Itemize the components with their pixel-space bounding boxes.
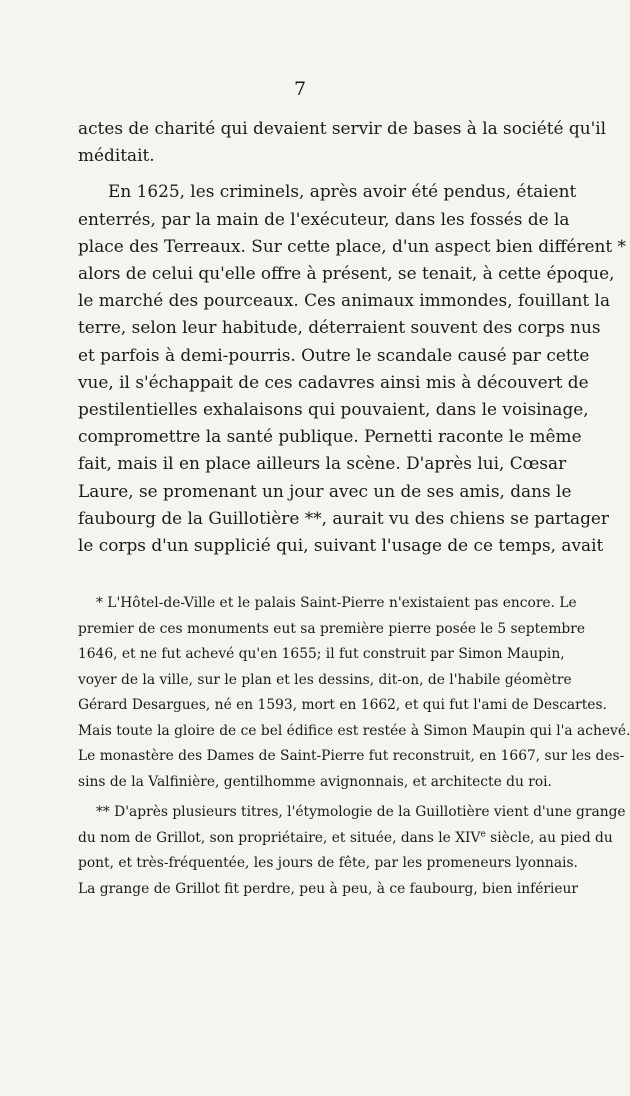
footnote-line [78,826,613,852]
text-line: alors de celui qu'elle offre à présent, se tenait, à cette époque, [78,263,615,284]
footnote-text: siècle, au pied du [485,829,613,846]
page-number: 7 [293,78,307,100]
footnote-text: du nom de Grillot, son propriétaire, et située, dans le XIV [78,829,481,846]
main-text [78,115,626,559]
paragraph-1 [78,115,607,169]
footnote-1 [78,591,630,795]
footnote-line: La grange de Grillot fit perdre, peu à peu, à ce faubourg, bien inférieur [78,880,579,897]
footnote-line: * L'Hôtel-de-Ville et le palais Saint-Pierre n'existaient pas encore. Le [96,595,577,611]
footnote-line: 1646, et ne fut achevé qu'en 1655; il fut construit par Simon Maupin, [78,646,565,662]
paragraph-2 [78,178,626,559]
footnote-line: Mais toute la gloire de ce bel édifice est restée à Simon Maupin qui l'a achevé. [78,722,630,739]
text-line: le marché des pourceaux. Ces animaux immondes, fouillant la [78,290,611,311]
text-line: vue, il s'échappait de ces cadavres ainsi mis à découvert de [78,371,589,392]
footnote-line: ** D'après plusieurs titres, l'étymologie de la Guillotière vient d'une grange [96,804,626,820]
footnote-2 [78,800,626,902]
text-line: compromettre la santé publique. Pernetti raconte le même [78,426,582,447]
text-line: actes de charité qui devaient servir de bases à la société qu'il [78,118,607,138]
footnote-line: premier de ces monuments eut sa première pierre posée le 5 septembre [78,620,586,637]
text-line: faubourg de la Guillotière **, aurait vu des chiens se partager [78,507,609,528]
text-line: le corps d'un supplicié qui, suivant l'usage de ce temps, avait [78,535,604,556]
text-line: enterrés, par la main de l'exécuteur, dans les fossés de la [78,208,570,229]
text-line: terre, selon leur habitude, déterraient souvent des corps nus [78,317,601,338]
footnote-line: sins de la Valfinière, gentilhomme avignonnais, et architecte du roi. [78,773,552,790]
text-line: et parfois à demi-pourris. Outre le scandale causé par cette [78,344,590,365]
text-line: place des Terreaux. Sur cette place, d'un aspect bien différent * [78,235,626,256]
footnote-line: Le monastère des Dames de Saint-Pierre fut reconstruit, en 1667, sur les des- [78,748,625,764]
footnote-line: Gérard Desargues, né en 1593, mort en 1662, et qui fut l'ami de Descartes. [78,697,607,713]
footnote-line: pont, et très-fréquentée, les jours de fête, par les promeneurs lyonnais. [78,855,578,871]
footnote-line: voyer de la ville, sur le plan et les dessins, dit-on, de l'habile géomètre [78,671,572,688]
text-line: Laure, se promenant un jour avec un de ses amis, dans le [78,480,572,501]
century-superscript: e [480,828,486,839]
text-line: fait, mais il en place ailleurs la scène. D'après lui, Cœsar [78,453,567,474]
text-line: En 1625, les criminels, après avoir été pendus, étaient [108,181,577,202]
text-line: méditait. [78,145,155,166]
text-line: pestilentielles exhalaisons qui pouvaient, dans le voisinage, [78,399,589,420]
footnotes [78,591,630,902]
